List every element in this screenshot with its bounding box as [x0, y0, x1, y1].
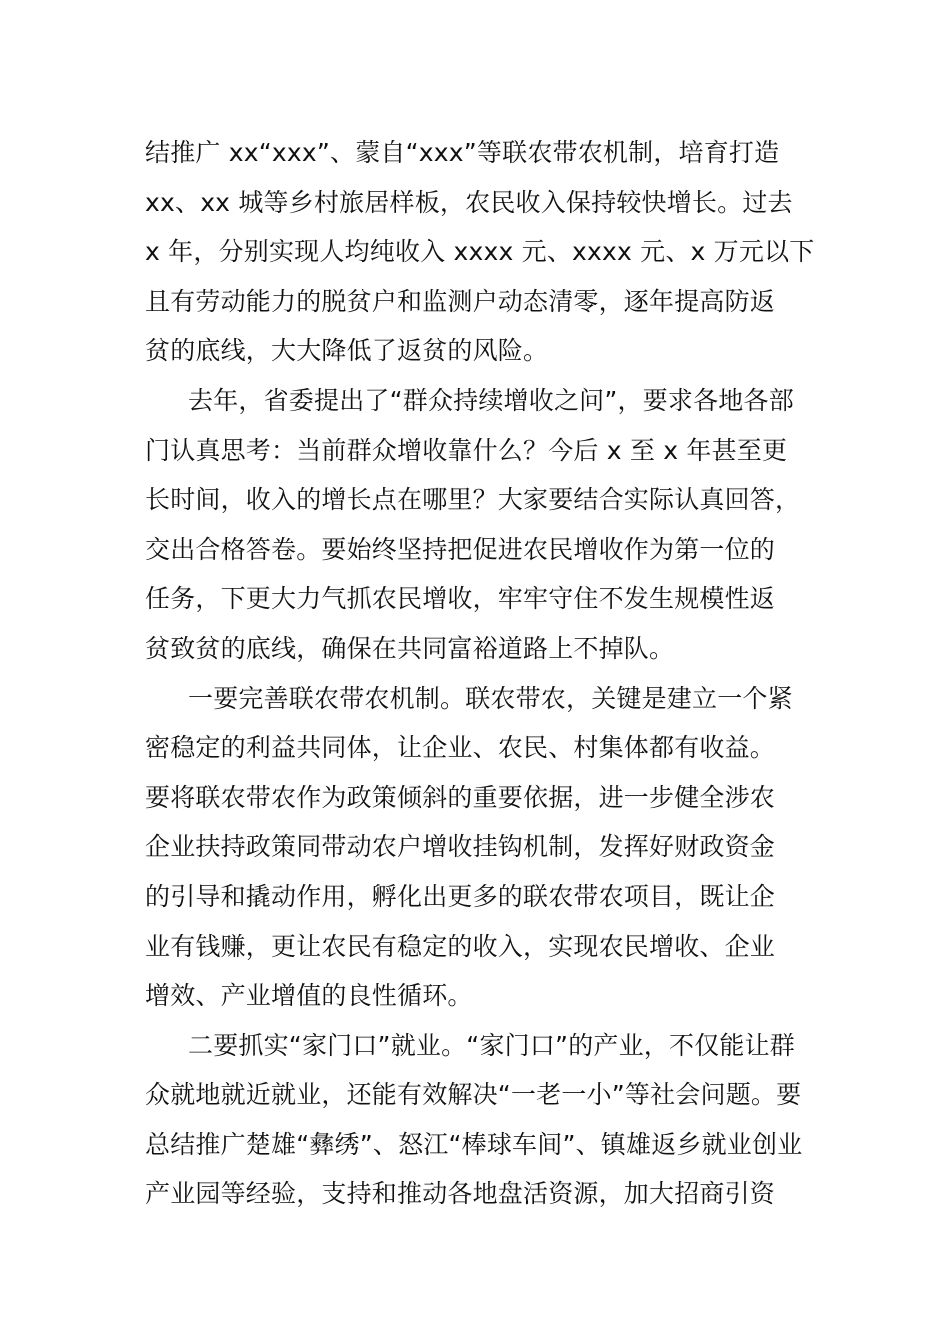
text-line: xx、xx 城等乡村旅居样板，农民收入保持较快增长。过去	[145, 187, 793, 217]
text-line: 密稳定的利益共同体，让企业、农民、村集体都有收益。	[145, 733, 776, 763]
text-line: 贫的底线，大大降低了返贫的风险。	[145, 336, 549, 366]
text-line: 业有钱赚，更让农民有稳定的收入，实现农民增收、企业	[145, 931, 776, 961]
text-line: 长时间，收入的增长点在哪里？大家要结合实际认真回答，	[145, 485, 801, 515]
text-line: 要将联农带农作为政策倾斜的重要依据，进一步健全涉农	[145, 782, 776, 812]
paragraph-first-line: 一要完善联农带农机制。联农带农，关键是建立一个紧	[188, 683, 793, 713]
text-line: 贫致贫的底线，确保在共同富裕道路上不掉队。	[145, 633, 675, 663]
document-text	[145, 128, 815, 1219]
text-line: 增效、产业增值的良性循环。	[145, 981, 473, 1011]
text-line: 总结推广楚雄“彝绣”、怒江“棒球车间”、镇雄返乡就业创业	[145, 1129, 803, 1159]
text-line: x 年，分别实现人均纯收入 xxxx 元、xxxx 元、x 万元以下	[145, 237, 815, 267]
text-line: 任务，下更大力气抓农民增收，牢牢守住不发生规模性返	[145, 584, 776, 614]
text-line: 交出合格答卷。要始终坚持把促进农民增收作为第一位的	[145, 534, 776, 564]
text-line: 众就地就近就业，还能有效解决“一老一小”等社会问题。要	[145, 1080, 802, 1110]
text-line: 且有劳动能力的脱贫户和监测户动态清零，逐年提高防返	[145, 286, 776, 316]
text-line: 的引导和撬动作用，孵化出更多的联农带农项目，既让企	[145, 881, 776, 911]
text-line: 门认真思考：当前群众增收靠什么？今后 x 至 x 年甚至更	[145, 435, 788, 465]
paragraph-first-line: 二要抓实“家门口”就业。“家门口”的产业，不仅能让群	[188, 1030, 796, 1060]
text-line: 产业园等经验，支持和推动各地盘活资源，加大招商引资	[145, 1179, 776, 1209]
text-line: 企业扶持政策同带动农户增收挂钩机制，发挥好财政资金	[145, 832, 776, 862]
text-line: 结推广 xx“xxx”、蒙自“xxx”等联农带农机制，培育打造	[145, 138, 780, 167]
paragraph-first-line: 去年，省委提出了“群众持续增收之问”，要求各地各部	[188, 385, 794, 415]
